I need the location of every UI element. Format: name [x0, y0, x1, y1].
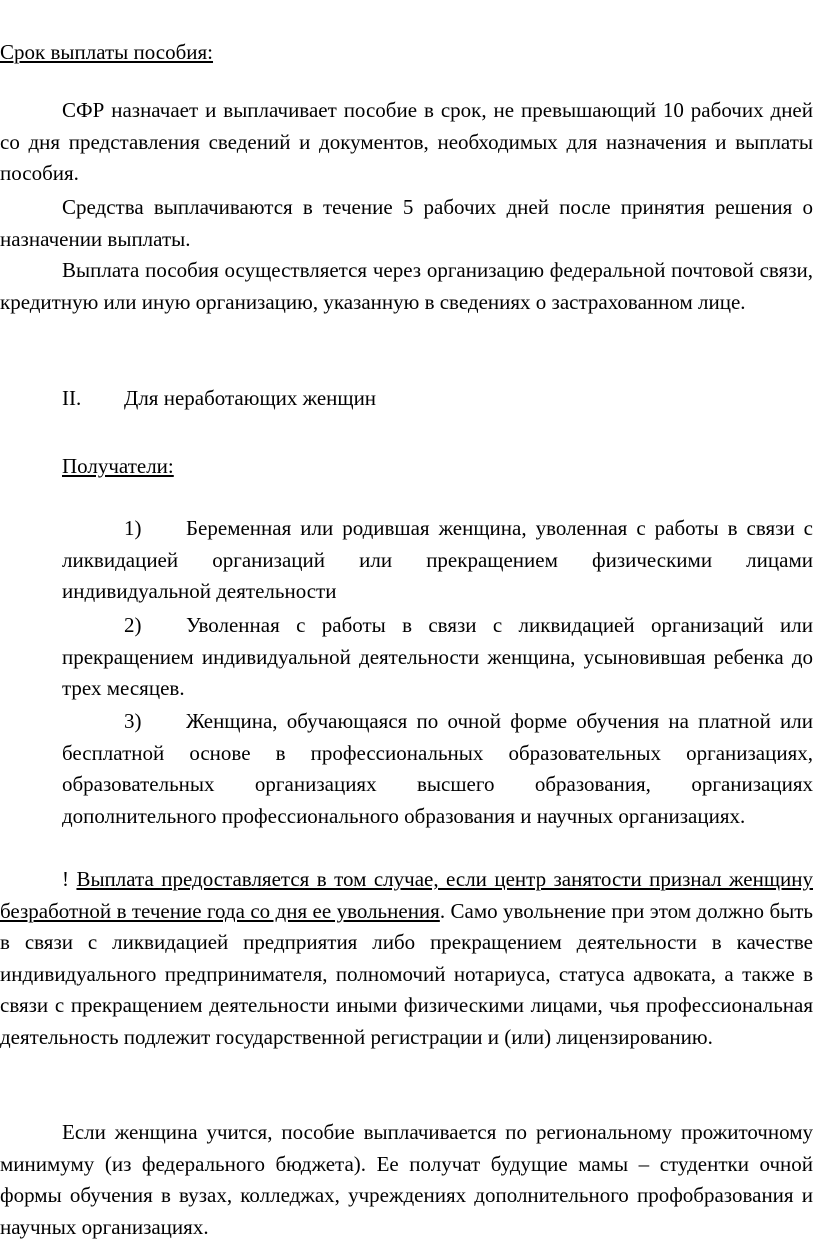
list-item — [62, 610, 813, 705]
paragraph-payment-method: Выплата пособия осуществляется через организацию федеральной почтовой связи, кредитную или иную организацию, указанную в сведениях о застрахованном лице. — [0, 258, 813, 314]
recipients-label: Получатели: — [62, 454, 174, 478]
list-item-text: Уволенная с работы в связи с ликвидацией организаций или прекращением индивидуальной деятельности женщина, усыновившая ребенка до трех месяцев. — [62, 613, 813, 700]
list-item — [62, 513, 813, 608]
list-item-number: 2) — [124, 613, 142, 637]
section-number: II. — [62, 386, 82, 410]
section-title: Для неработающих женщин — [124, 386, 377, 410]
note-mark: ! — [62, 867, 69, 891]
paragraph-payment-term: СФР назначает и выплачивает пособие в срок, не превышающий 10 рабочих дней со дня представления сведений и документов, необходимых для назначения и выплаты пособия. — [0, 98, 813, 185]
list-item-number: 3) — [124, 709, 142, 733]
list-item — [62, 706, 813, 832]
paragraph-students: Если женщина учится, пособие выплачивается по региональному прожиточному минимуму (из федерального бюджета). Ее получат будущие мамы – студентки очной формы обучения в вузах, колледжах, учреждениях дополнительного профобразования и научных организациях. — [0, 1120, 813, 1239]
paragraph-payment-funds: Средства выплачиваются в течение 5 рабочих дней после принятия решения о назначении выплаты. — [0, 195, 813, 251]
note-underlined: Выплата предоставляется в том случае, если центр занятости признал женщину безработной в течение года со дня ее увольнения — [0, 867, 813, 923]
paragraph-note — [0, 864, 813, 1053]
list-item-number: 1) — [124, 516, 142, 540]
section-heading — [62, 383, 376, 414]
heading-payment-period: Срок выплаты пособия: — [0, 40, 214, 64]
note-rest: . Само увольнение при этом должно быть в связи с ликвидацией предприятия либо прекращением деятельности в качестве индивидуального предпринимателя, полномочий нотариуса, статуса адвоката, а также в связи с прекращением деятельности иными физическими лицами, чья профессиональная деятельность подлежит государственной регистрации и (или) лицензированию. — [0, 898, 813, 1049]
list-item-text: Женщина, обучающаяся по очной форме обучения на платной или бесплатной основе в профессиональных образовательных организациях, образовательных организациях высшего образования, организациях дополнительного профессионального образования и научных организациях. — [62, 709, 813, 828]
list-item-text: Беременная или родившая женщина, уволенная с работы в связи с ликвидацией организаций или прекращением физическими лицами индивидуальной деятельности — [62, 516, 813, 603]
